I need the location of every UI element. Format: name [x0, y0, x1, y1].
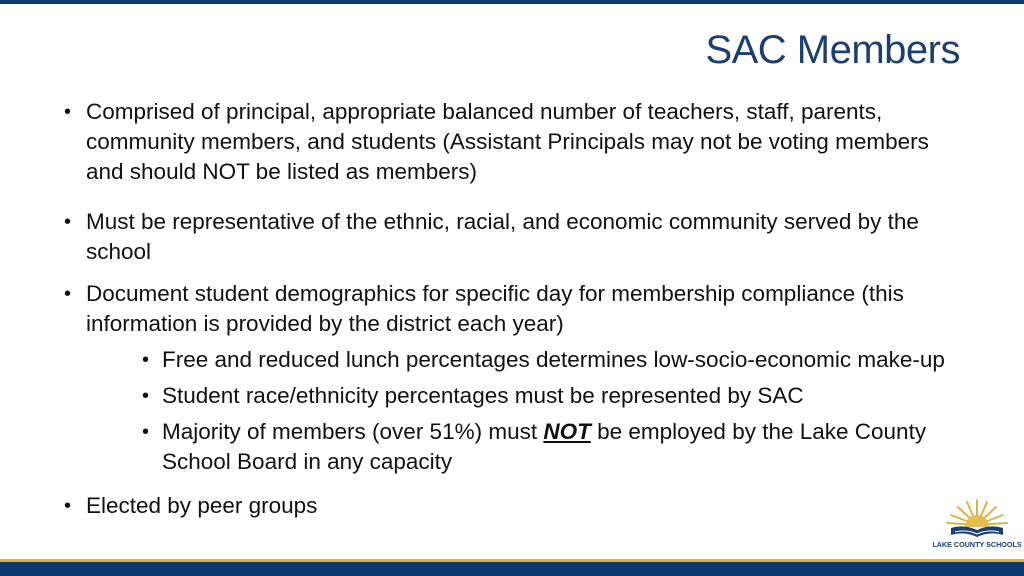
bullet-representation: • Must be representative of the ethnic, racial, and economic community served by the school [62, 207, 962, 267]
logo-wordmark: LAKE COUNTY SCHOOLS [932, 540, 1022, 549]
top-accent-stripe [0, 0, 1024, 4]
sub-bullet-lunch: • Free and reduced lunch percentages determines low-socio-economic make-up [62, 345, 962, 375]
bottom-footer-band [0, 559, 1024, 576]
majority-text-before: Majority of members (over 51%) must [162, 419, 544, 444]
slide-title: SAC Members [705, 28, 960, 72]
sub-bullet-race: • Student race/ethnicity percentages must be represented by SAC [62, 381, 962, 411]
bullet-demographics: • Document student demographics for specific day for membership compliance (this information is provided by the district each year) [62, 279, 962, 339]
footer-gold-line [0, 559, 1024, 562]
slide-body [62, 97, 962, 521]
majority-emphasis: NOT [543, 419, 591, 444]
lake-county-schools-logo [932, 495, 1022, 555]
sub-bullet-majority [62, 417, 962, 477]
majority-text-after: be employed by the Lake County School Board in any capacity [162, 419, 927, 474]
bullet-membership-composition: • Comprised of principal, appropriate balanced number of teachers, staff, parents, community members, and students (Assistant Principals may not be voting members and should NOT be listed as members) [62, 97, 962, 187]
open-book-icon [951, 526, 1003, 537]
bullet-elected: • Elected by peer groups [62, 491, 962, 521]
